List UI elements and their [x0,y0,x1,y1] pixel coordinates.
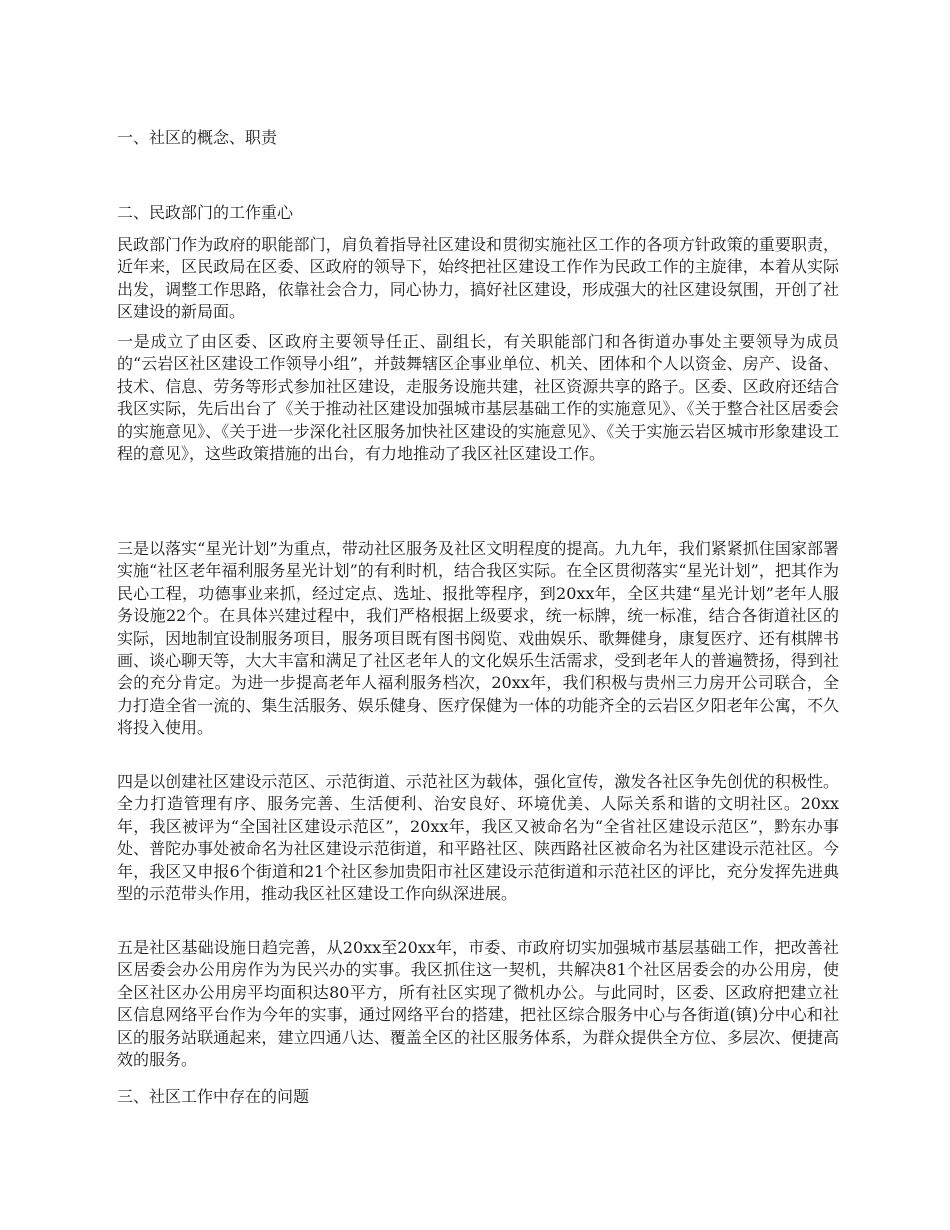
paragraph-point-3: 三是以落实“星光计划”为重点，带动社区服务及社区文明程度的提高。九九年，我们紧紧抓住国家部署实施“社区老年福利服务星光计划”的有利时机，结合我区实际。在全区贯彻落实“星光计划”，把其作为民心工程，功德事业来抓，经过定点、选址、报批等程序，到20xx年，全区共建“星光计划”老年人服务设施22个。在具体兴建过程中，我们严格根据上级要求，统一标牌，统一标准，结合各街道社区的实际，因地制宜设制服务项目，服务项目既有图书阅览、戏曲娱乐、歌舞健身，康复医疗、还有棋牌书画、谈心聊天等，大大丰富和满足了社区老年人的文化娱乐生活需求，受到老年人的普遍赞扬，得到社会的充分肯定。为进一步提高老年人福利服务档次，20xx年，我们积极与贵州三力房开公司联合，全力打造全省一流的、集生活服务、娱乐健身、医疗保健为一体的功能齐全的云岩区夕阳老年公寓，不久将投入使用。 [117,539,839,738]
paragraph-point-4: 四是以创建社区建设示范区、示范街道、示范社区为载体，强化宣传，激发各社区争先创优的积极性。全力打造管理有序、服务完善、生活便利、治安良好、环境优美、人际关系和谐的文明社区。20xx年，我区被评为“全国社区建设示范区”，20xx年，我区又被命名为“全省社区建设示范区”，黔东办事处、普陀办事处被命名为社区建设示范街道，和平路社区、陕西路社区被命名为社区建设示范社区。今年，我区又申报6个街道和21个社区参加贵阳市社区建设示范街道和示范社区的评比，充分发挥先进典型的示范带头作用，推动我区社区建设工作向纵深进展。 [117,772,839,904]
paragraph-point-5: 五是社区基础设施日趋完善，从20xx至20xx年，市委、市政府切实加强城市基层基础工作，把改善社区居委会办公用房作为为民兴办的实事。我区抓住这一契机，共解决81个社区居委会的办公用房，使全区社区办公用房平均面积达80平方，所有社区实现了微机办公。与此同时，区委、区政府把建立社区信息网络平台作为今年的实事，通过网络平台的搭建，把社区综合服务中心与各街道(镇)分中心和社区的服务站联通起来，建立四通八达、覆盖全区的社区服务体系，为群众提供全方位、多层次、便捷高效的服务。 [117,938,839,1070]
paragraph-point-1: 一是成立了由区委、区政府主要领导任正、副组长，有关职能部门和各街道办事处主要领导为成员的“云岩区社区建设工作领导小组”，并鼓舞辖区企事业单位、机关、团体和个人以资金、房产、设备、技术、信息、劳务等形式参加社区建设，走服务设施共建，社区资源共享的路子。区委、区政府还结合我区实际，先后出台了《关于推动社区建设加强城市基层基础工作的实施意见》、《关于整合社区居委会的实施意见》、《关于进一步深化社区服务加快社区建设的实施意见》、《关于实施云岩区城市形象建设工程的意见》，这些政策措施的出台，有力地推动了我区社区建设工作。 [117,332,839,464]
section-heading-2: 二、民政部门的工作重心 [117,203,294,222]
section-heading-1: 一、社区的概念、职责 [117,128,278,147]
paragraph-intro: 民政部门作为政府的职能部门，肩负着指导社区建设和贯彻实施社区工作的各项方针政策的重要职责，近年来，区民政局在区委、区政府的领导下，始终把社区建设工作作为民政工作的主旋律，本着从实际出发，调整工作思路，依靠社会合力，同心协力，搞好社区建设，形成强大的社区建设氛围，开创了社区建设的新局面。 [117,235,839,322]
section-heading-3: 三、社区工作中存在的问题 [117,1087,310,1106]
